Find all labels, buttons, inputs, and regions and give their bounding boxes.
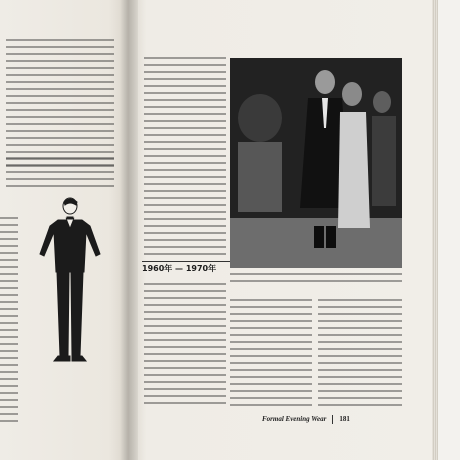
page-edges xyxy=(432,0,438,460)
left-page-text-edge xyxy=(0,214,18,424)
photo-caption xyxy=(230,270,402,286)
right-page-text-left-bottom xyxy=(144,280,226,408)
right-page-text-mid-column xyxy=(230,296,312,406)
footer-book-title: Formal Evening Wear xyxy=(262,415,327,423)
page-number: 181 xyxy=(339,415,350,423)
tuxedo-figure-illustration xyxy=(24,196,116,380)
page-footer xyxy=(262,413,402,425)
left-page-text-top xyxy=(6,36,114,170)
footer-separator xyxy=(332,415,333,424)
section-heading xyxy=(142,262,234,274)
evening-wear-photograph xyxy=(230,58,402,268)
right-page-text-left-top xyxy=(144,54,226,256)
section-heading-text: 1960年 — 1970年 xyxy=(142,263,217,273)
book-spine-shadow xyxy=(120,0,138,460)
right-page-text-right-column xyxy=(318,296,402,406)
left-page-text-middle xyxy=(6,154,114,190)
left-page xyxy=(0,0,128,460)
